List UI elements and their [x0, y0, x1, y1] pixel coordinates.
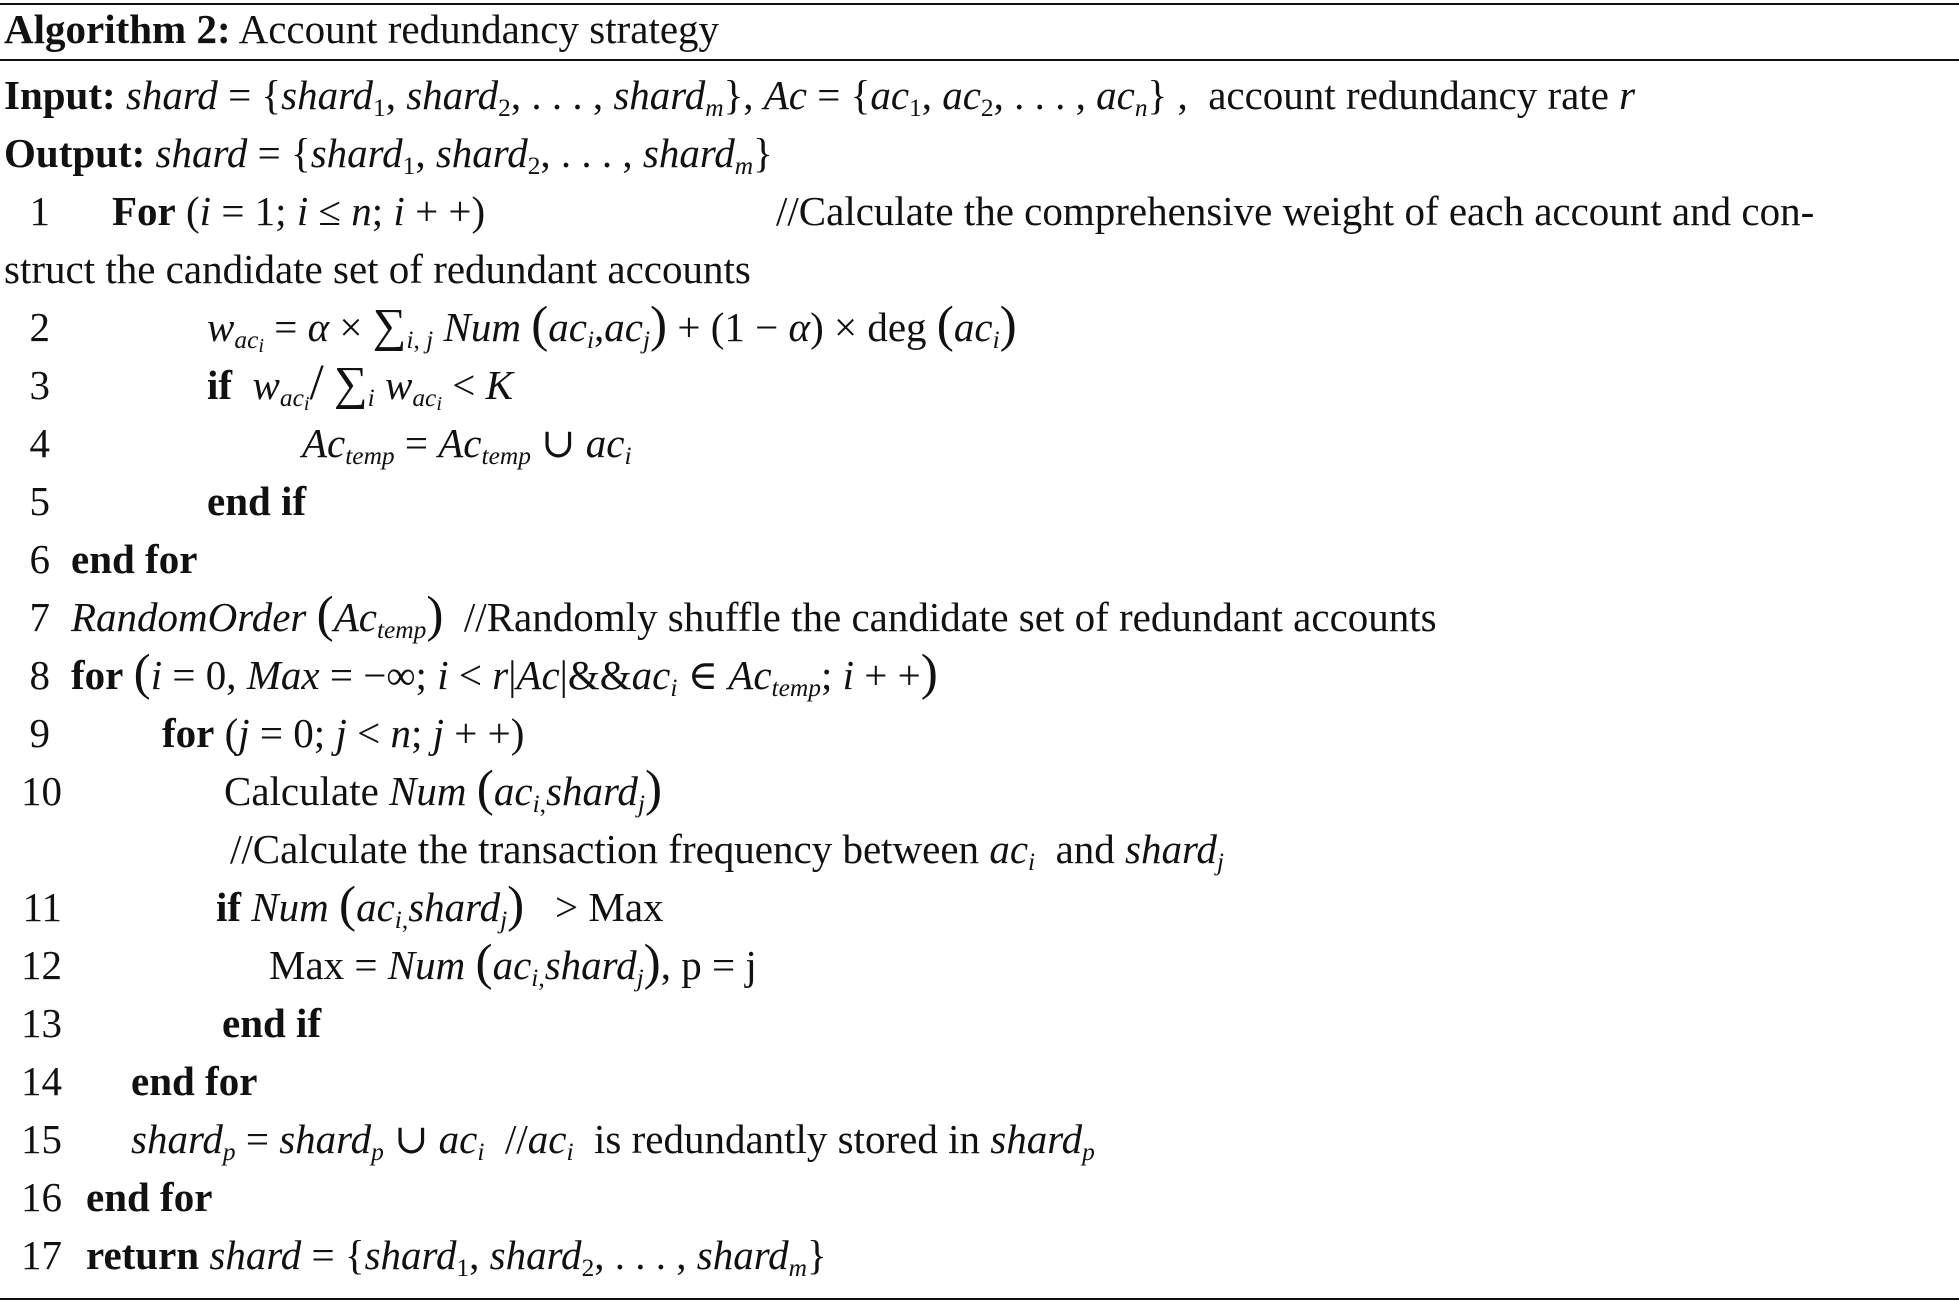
- condition-rest: > Max: [555, 884, 664, 930]
- output-label: Output:: [4, 130, 146, 176]
- line-1-cont: [4, 240, 751, 298]
- comment: //Randomly shuffle the candidate set of redundant accounts: [463, 594, 1437, 640]
- line-number: 11: [22, 884, 62, 930]
- comment: is redundantly stored in: [594, 1116, 981, 1162]
- comment-and: and: [1055, 826, 1115, 872]
- line-number: 9: [29, 710, 50, 756]
- line-1: [0, 182, 1959, 240]
- output-line: [4, 124, 773, 182]
- algorithm-title: [4, 0, 719, 58]
- set-union: $Ac_{temp} = Ac_{temp}$ ∪ $ac_i$: [302, 420, 632, 471]
- keyword: end for: [131, 1058, 258, 1104]
- keyword: For: [112, 188, 176, 234]
- algorithm-label: Algorithm 2:: [4, 6, 231, 52]
- algorithm-name: Account redundancy strategy: [238, 6, 720, 52]
- line-number: 12: [21, 942, 62, 988]
- line-number: 15: [21, 1116, 62, 1162]
- comment: //Calculate the comprehensive weight of each account and con-: [776, 188, 1815, 234]
- input-r: r: [1619, 72, 1636, 118]
- keyword: return: [86, 1232, 200, 1278]
- comment-continued: struct the candidate set of redundant accounts: [4, 246, 751, 292]
- line-number: 2: [29, 304, 50, 350]
- line-number: 8: [29, 652, 50, 698]
- line-number: 7: [29, 594, 50, 640]
- keyword: for: [71, 652, 124, 698]
- line-number: 1: [29, 188, 50, 234]
- loop-header: (i = 0, Max = −∞; $i < r|Ac|\&\&ac_i$ ∈ $Ac_{temp}$; i + +): [133, 644, 938, 703]
- title-rule: [0, 59, 1959, 61]
- line-number: 17: [21, 1232, 62, 1278]
- assign-lhs: Max =: [269, 942, 378, 988]
- assign-tail: , p = j: [660, 942, 757, 988]
- keyword: end for: [71, 536, 198, 582]
- num-call: Num $(ac_{i,}shard_j)$: [389, 760, 663, 819]
- keyword: if: [216, 884, 242, 930]
- function-arg: $(Ac_{temp})$: [316, 586, 444, 645]
- line-number: 14: [21, 1058, 62, 1104]
- input-label: Input:: [4, 72, 116, 118]
- loop-header: (j = 0; j < n; j + +): [224, 710, 525, 756]
- keyword: end if: [207, 478, 307, 524]
- num-call: Num $(ac_{i,}shard_j)$: [387, 934, 661, 993]
- input-rest: account redundancy rate: [1208, 72, 1609, 118]
- bottom-rule: [0, 1298, 1959, 1300]
- condition: $w_{ac_i}/$ $\sum_i$ $w_{ac_i} < K$: [252, 354, 513, 416]
- keyword: for: [162, 710, 215, 756]
- weight-formula: $w_{ac_i} = \alpha \times \sum_{i, j}$ Num $(ac_i,ac_j) + (1 - \alpha)$ × deg $(ac_i)$: [207, 296, 1017, 358]
- line-number: 4: [29, 420, 50, 466]
- function-name: RandomOrder: [71, 594, 307, 640]
- line-number: 5: [29, 478, 50, 524]
- loop-header: (i = 1; i ≤ n; i + +): [186, 188, 486, 234]
- keyword: end for: [86, 1174, 213, 1220]
- keyword: end if: [222, 1000, 322, 1046]
- line-number: 6: [29, 536, 50, 582]
- condition: Num $(ac_{i,}shard_j)$: [251, 876, 525, 935]
- statement-text: Calculate: [224, 768, 379, 814]
- line-number: 13: [21, 1000, 62, 1046]
- input-formula: shard = {shard$_1$, shard$_2$, . . . , shard$_m$}, $Ac = \{ac_1$, $ac_2$, . . . , $ac_n$} ,: [125, 72, 1198, 123]
- line-number: 10: [21, 768, 62, 814]
- line-2: [0, 298, 1959, 356]
- return-value: shard = {shard$_1$, shard$_2$, . . . , shard$_m$}: [209, 1232, 827, 1283]
- output-formula: shard = {shard$_1$, shard$_2$, . . . , shard$_m$}: [155, 130, 773, 181]
- keyword: if: [207, 362, 233, 408]
- input-line: [4, 66, 1635, 124]
- line-number: 16: [21, 1174, 62, 1220]
- line-number: 3: [29, 362, 50, 408]
- assignment: shard$_p$ = shard$_p$ ∪ $ac_i$ $//ac_i$: [131, 1116, 574, 1167]
- comment: //Calculate the transaction frequency between: [230, 826, 980, 872]
